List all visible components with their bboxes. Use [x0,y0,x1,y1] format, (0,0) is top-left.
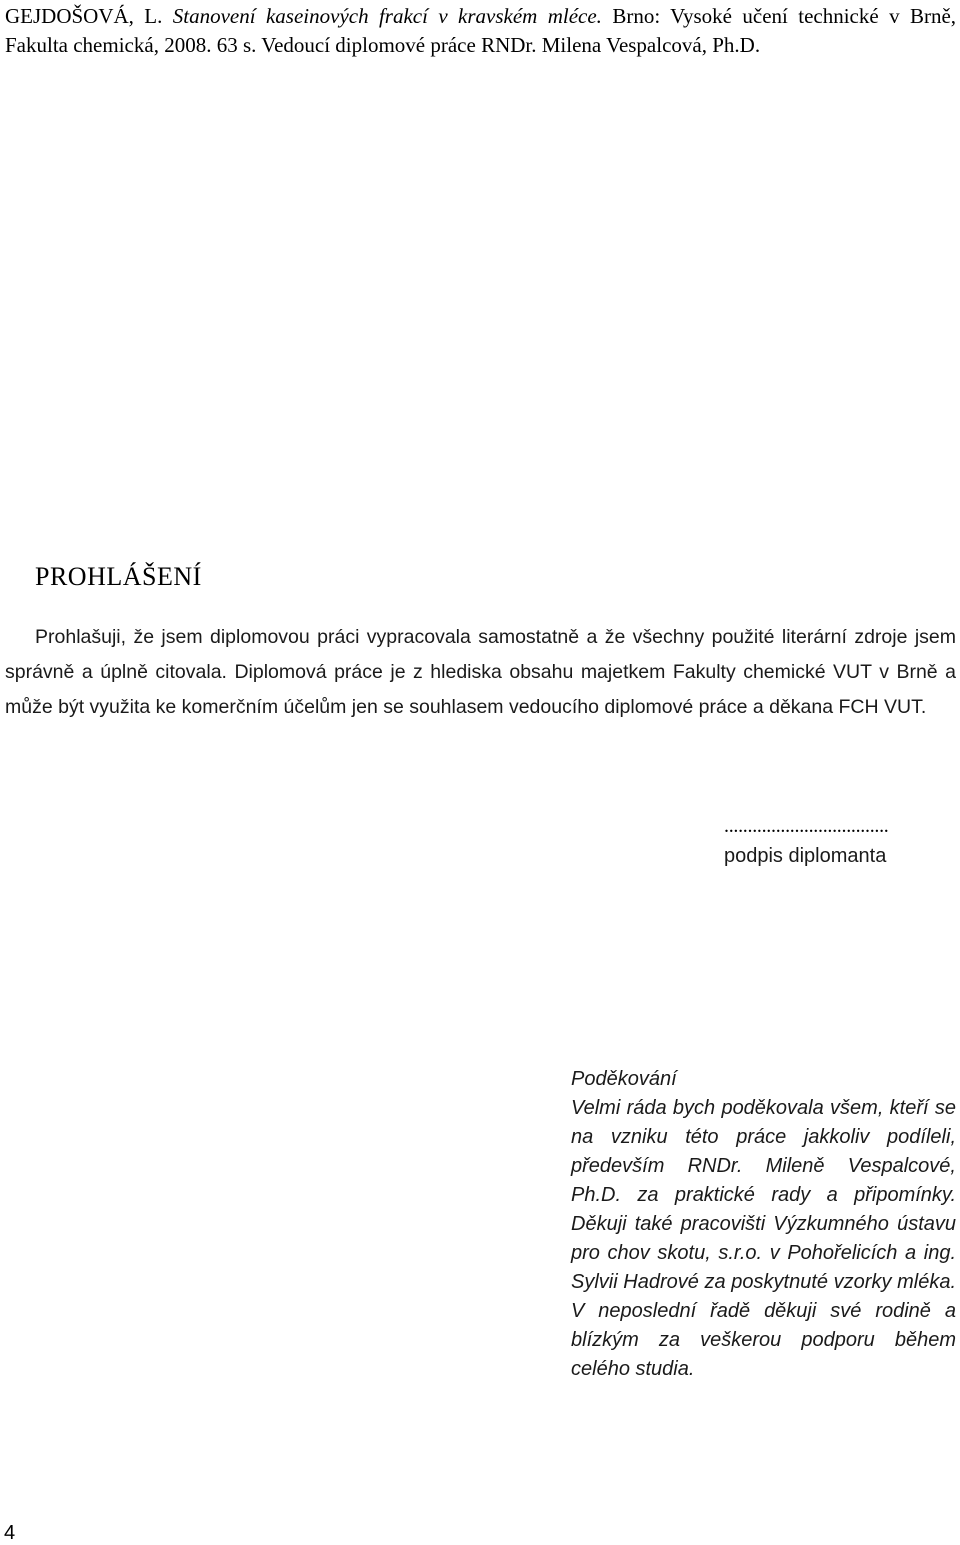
bibliographic-citation [5,2,956,60]
signature-line: ................................... [724,815,889,837]
citation-publication: Brno: Vysoké učení technické v Brně, Fakulta chemická, 2008. 63 s. Vedoucí diplomové práce RNDr. Milena Vespalcová, Ph.D. [5,4,957,57]
acknowledgement-title: Poděkování [571,1068,677,1090]
declaration-heading: PROHLÁŠENÍ [35,562,202,591]
declaration-text: Prohlašuji, že jsem diplomovou práci vypracovala samostatně a že všechny použité literární zdroje jsem správně a úplně citovala. Diplomová práce je z hlediska obsahu majetkem Fakulty chemické VUT v Brně a může být využita ke komerčním účelům jen se souhlasem vedoucího diplomové práce a děkana FCH VUT. [5,626,956,718]
signature-label: podpis diplomanta [724,845,887,867]
acknowledgement-block [571,1065,956,1384]
citation-author: GEJDOŠOVÁ, L. [5,4,163,28]
citation-title: Stanovení kaseinových frakcí v kravském mléce. [172,4,602,28]
acknowledgement-text: Velmi ráda bych poděkovala všem, kteří se na vzniku této práce jakkoliv podíleli, především RNDr. Mileně Vespalcové, Ph.D. za praktické rady a připomínky. Děkuji také pracovišti Výzkumného ústavu pro chov skotu, s.r.o. v Pohořelicích a ing. Sylvii Hadrové za poskytnuté vzorky mléka. V neposlední řadě děkuji své rodině a blízkým za veškerou podporu během celého studia. [571,1097,956,1380]
page-number: 4 [4,1522,16,1544]
